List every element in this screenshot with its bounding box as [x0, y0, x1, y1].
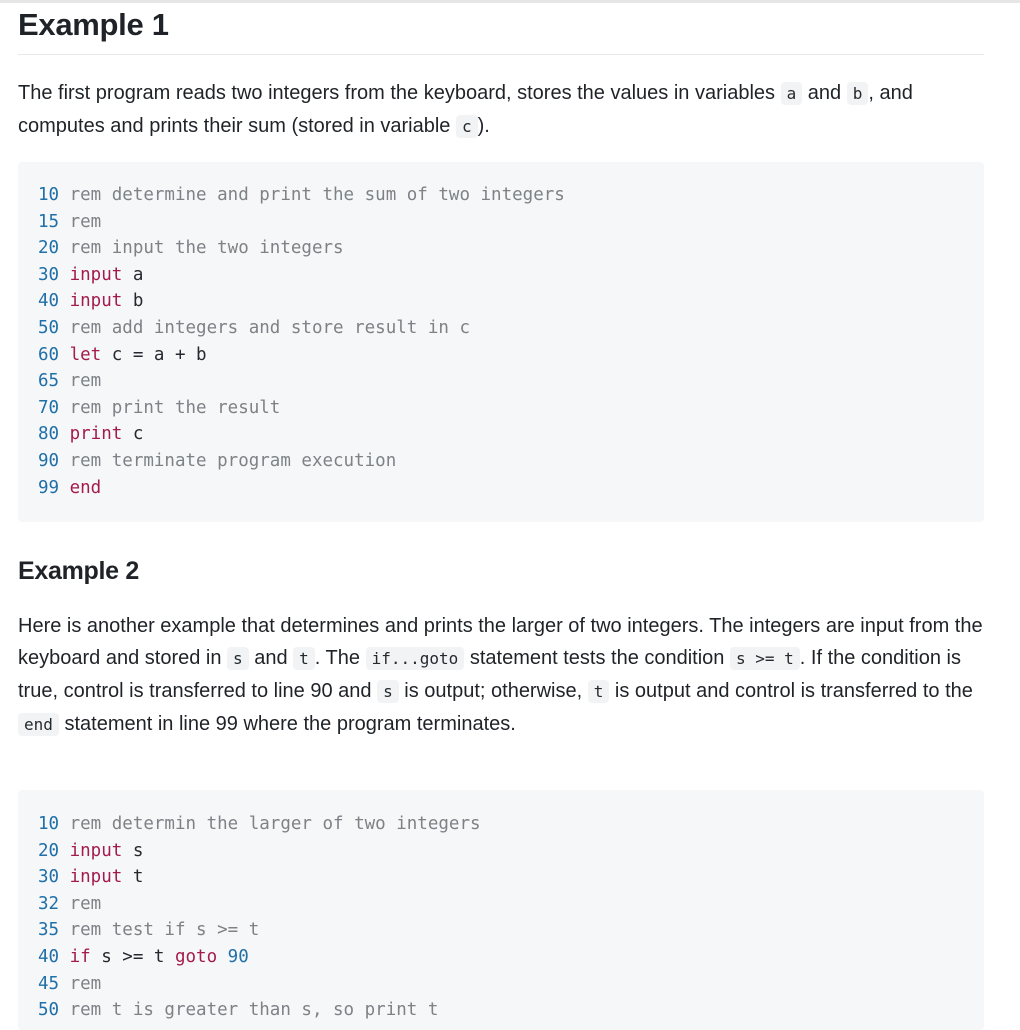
code-token: s >= t	[90, 946, 175, 967]
code-line	[38, 811, 984, 838]
code-line	[38, 209, 984, 236]
code-line	[38, 368, 984, 395]
code-keyword: input	[59, 867, 123, 888]
inline-code: end	[18, 713, 59, 736]
code-comment: rem determine and print the sum of two integers	[59, 185, 565, 205]
inline-code: t	[588, 680, 610, 703]
line-number: 20	[38, 238, 60, 259]
line-number: 30	[38, 867, 60, 888]
inline-code: s	[227, 647, 249, 670]
example-1-code-block	[18, 162, 984, 522]
example-2-heading: Example 2	[18, 557, 139, 585]
code-line	[38, 342, 984, 369]
code-comment: rem print the result	[59, 397, 281, 418]
inline-code: a	[781, 82, 803, 105]
code-line	[38, 944, 984, 971]
code-comment: rem	[59, 973, 102, 994]
line-number: 10	[38, 814, 60, 834]
code-line	[38, 891, 984, 918]
line-number: 20	[38, 840, 60, 861]
line-number: 60	[38, 344, 60, 365]
code-line	[38, 917, 984, 944]
example-2-code-block	[18, 790, 984, 1030]
code-keyword: print	[59, 424, 123, 445]
code-token: s	[122, 840, 144, 861]
line-number: 50	[38, 317, 60, 338]
code-keyword: input	[59, 291, 123, 312]
code-line	[38, 997, 984, 1024]
code-token: b	[122, 291, 144, 312]
line-number: 80	[38, 424, 60, 445]
line-number: 50	[38, 1000, 60, 1021]
heading-divider	[18, 54, 984, 55]
code-comment: rem	[59, 893, 102, 914]
code-keyword: end	[59, 477, 102, 498]
paragraph-text: . The	[314, 647, 366, 669]
line-number: 40	[38, 291, 60, 312]
line-number: 90	[38, 450, 60, 471]
line-number: 99	[38, 477, 60, 498]
code-keyword: input	[59, 264, 123, 285]
inline-code: if...goto	[366, 647, 465, 670]
code-keyword: let	[59, 344, 102, 365]
code-line	[38, 838, 984, 865]
paragraph-text: ).	[477, 115, 490, 137]
paragraph-text: is output and control is transferred to the	[609, 680, 973, 702]
line-number: 40	[38, 946, 60, 967]
inline-code: s	[377, 680, 399, 703]
code-comment: rem	[59, 211, 102, 232]
code-token: t	[122, 867, 144, 888]
code-line	[38, 864, 984, 891]
code-line	[38, 288, 984, 315]
inline-code: b	[847, 82, 869, 105]
example-1-paragraph	[18, 77, 986, 143]
code-comment: rem terminate program execution	[59, 450, 397, 471]
code-comment: rem input the two integers	[59, 238, 344, 259]
paragraph-text: and	[248, 647, 294, 669]
line-number: 35	[38, 920, 60, 941]
code-line	[38, 971, 984, 998]
paragraph-text: The first program reads two integers from the keyboard, stores the values in variables	[18, 82, 781, 104]
code-comment: rem	[59, 371, 102, 392]
code-keyword: input	[59, 840, 123, 861]
code-comment: rem t is greater than s, so print t	[59, 1000, 439, 1021]
code-line	[38, 182, 984, 209]
paragraph-text: . If the condition is true, control is transferred to line 90 and	[18, 647, 961, 702]
example-1-heading: Example 1	[18, 7, 169, 42]
example-2-paragraph	[18, 610, 986, 741]
top-border	[0, 0, 1020, 3]
paragraph-text: Here is another example that determines and prints the larger of two integers. The integers are input from the keyboard and stored in	[18, 615, 983, 669]
line-number: 65	[38, 371, 60, 392]
code-line	[38, 448, 984, 475]
paragraph-text: is output; otherwise,	[398, 680, 588, 702]
code-token: c = a + b	[101, 344, 207, 365]
code-token: a	[122, 264, 144, 285]
paragraph-text: statement in line 99 where the program terminates.	[58, 713, 516, 735]
line-number: 30	[38, 264, 60, 285]
code-line	[38, 262, 984, 289]
line-number: 32	[38, 893, 60, 914]
code-comment: rem determin the larger of two integers	[59, 814, 481, 834]
inline-code: t	[293, 647, 315, 670]
line-number: 10	[38, 185, 60, 205]
line-number: 15	[38, 211, 60, 232]
code-token: 90	[217, 946, 249, 967]
code-line	[38, 315, 984, 342]
code-line	[38, 475, 984, 502]
code-line	[38, 235, 984, 262]
code-comment: rem test if s >= t	[59, 920, 260, 941]
paragraph-text: statement tests the condition	[464, 647, 730, 669]
code-keyword: if	[59, 946, 91, 967]
code-keyword: goto	[174, 946, 218, 967]
line-number: 45	[38, 973, 60, 994]
code-line	[38, 421, 984, 448]
code-token: c	[122, 424, 144, 445]
inline-code: s >= t	[730, 647, 800, 670]
inline-code: c	[456, 115, 478, 138]
paragraph-text: , and computes and prints their sum (stored in variable	[18, 82, 913, 137]
code-comment: rem add integers and store result in c	[59, 317, 470, 338]
paragraph-text: and	[802, 82, 847, 104]
line-number: 70	[38, 397, 60, 418]
code-line	[38, 395, 984, 422]
